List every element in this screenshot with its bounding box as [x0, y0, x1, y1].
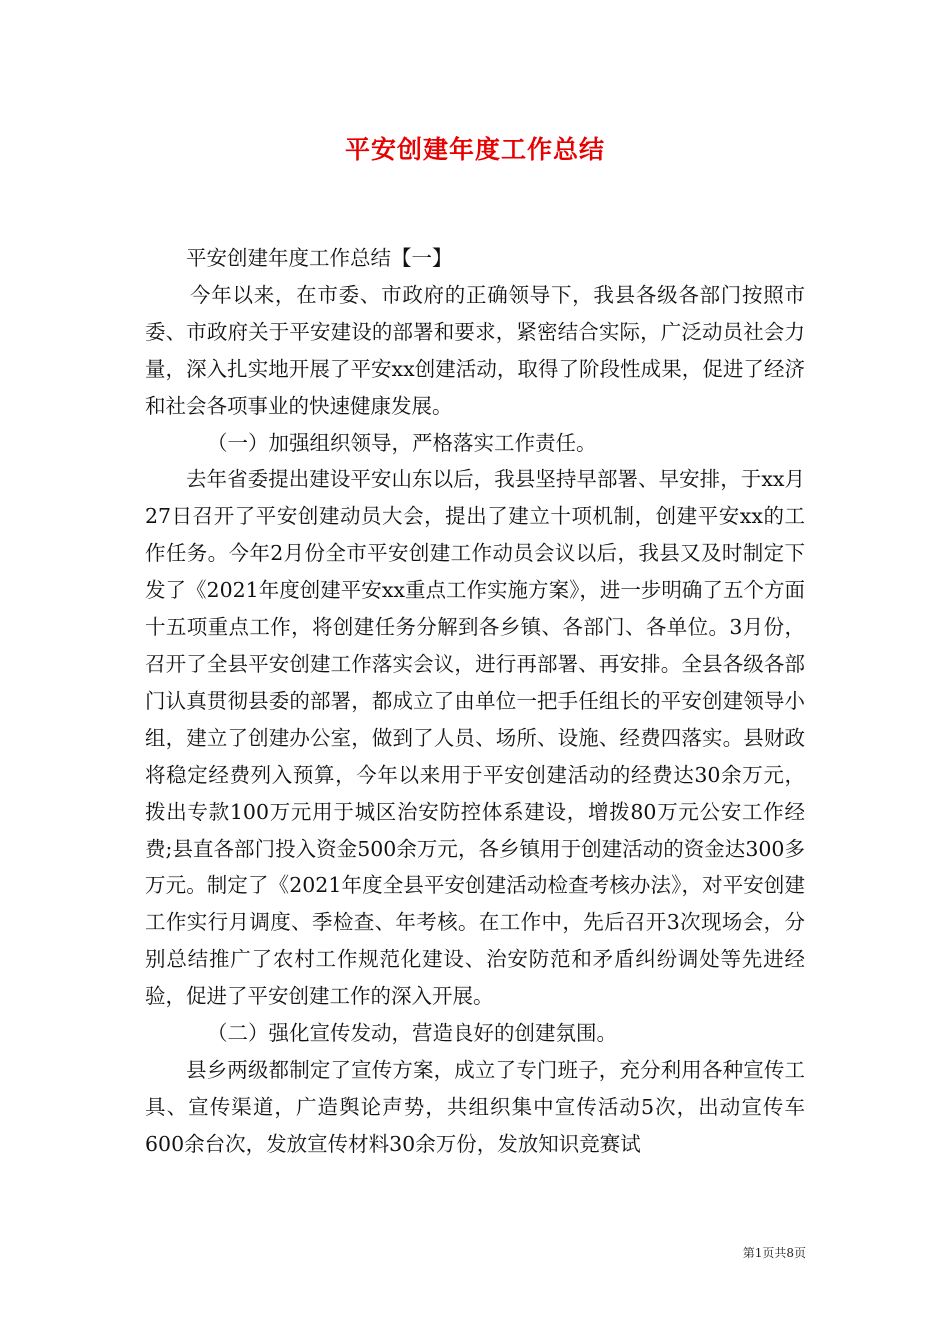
paragraph-organization: 去年省委提出建设平安山东以后，我县坚持早部署、早安排，于xx月27日召开了平安创建动员大会，提出了建立十项机制，创建平安xx的工作任务。今年2月份全市平安创建工作动员会议以后，我县又及时制定下发了《2021年度创建平安xx重点工作实施方案》，进一步明确了五个方面十五项重点工作，将创建任务分解到各乡镇、各部门、各单位。3月份，召开了全县平安创建工作落实会议，进行再部署、再安排。全县各级各部门认真贯彻县委的部署，都成立了由单位一把手任组长的平安创建领导小组，建立了创建办公室，做到了人员、场所、设施、经费四落实。县财政将稳定经费列入预算，今年以来用于平安创建活动的经费达30余万元，拨出专款100万元用于城区治安防控体系建设，增拨80万元公安工作经费;县直各部门投入资金500余万元，各乡镇用于创建活动的资金达300多万元。制定了《2021年度全县平安创建活动检查考核办法》，对平安创建工作实行月调度、季检查、年考核。在工作中，先后召开3次现场会，分别总结推广了农村工作规范化建设、治安防范和矛盾纠纷调处等先进经验，促进了平安创建工作的深入开展。 [145, 467, 805, 1009]
document-body [145, 240, 805, 1163]
section-heading: 平安创建年度工作总结【一】 [186, 246, 453, 270]
page-number: 第1页共8页 [742, 1246, 806, 1260]
paragraph-publicity: 县乡两级都制定了宣传方案，成立了专门班子，充分利用各种宣传工具、宣传渠道，广造舆论声势，共组织集中宣传活动5次，出动宣传车600余台次，发放宣传材料30余万份，发放知识竞赛试 [145, 1057, 805, 1156]
subheading-two: （二）强化宣传发动，营造良好的创建氛围。 [207, 1021, 617, 1046]
document-title: 平安创建年度工作总结 [344, 135, 605, 164]
paragraph-intro: 今年以来，在市委、市政府的正确领导下，我县各级各部门按照市委、市政府关于平安建设的部署和要求，紧密结合实际，广泛动员社会力量，深入扎实地开展了平安xx创建活动，取得了阶段性成果，促进了经济和社会各项事业的快速健康发展。 [145, 282, 805, 418]
subheading-one: （一）加强组织领导，严格落实工作责任。 [207, 430, 597, 455]
